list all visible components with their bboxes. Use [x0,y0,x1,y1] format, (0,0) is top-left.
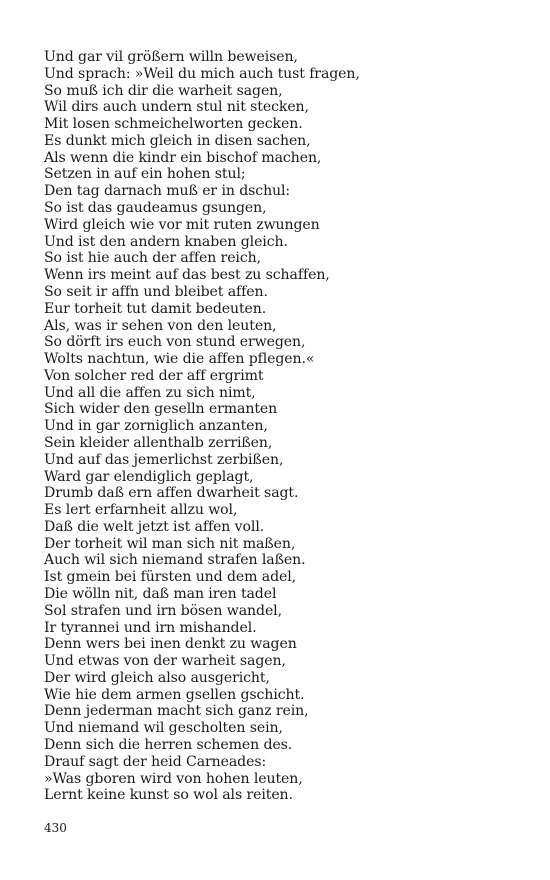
poem-line: Ir tyrannei und irn mishandel. [44,619,257,636]
poem-line: Eur torheit tut damit bedeuten. [44,300,267,317]
poem-line: Drauf sagt der heid Carneades: [44,753,267,770]
poem-line: Und gar vil größern willn beweisen, [44,49,298,65]
poem-line: Es lert erfarnheit allzu wol, [44,502,238,519]
poem-line: Setzen in auf ein hohen stul; [44,166,246,183]
poem-line: Auch wil sich niemand strafen laßen. [44,552,306,569]
poem-line: Daß die welt jetzt ist affen voll. [44,518,265,535]
poem-line: Den tag darnach muß er in dschul: [44,183,291,200]
poem-line: Wil dirs auch undern stul nit stecken, [44,99,309,116]
poem-line: Die wölln nit, daß man iren tadel [44,586,277,602]
poem-line: Wird gleich wie vor mit ruten zwungen [44,216,320,233]
poem-text [44,49,360,804]
poem-line: So seit ir affn und bleibet affen. [44,283,268,300]
poem-line: Drumb daß ern affen dwarheit sagt. [44,485,299,502]
poem-line: Wenn irs meint auf das best zu schaffen, [44,267,330,284]
poem-line: Und sprach: »Weil du mich auch tust fragen, [44,65,360,82]
poem-line: Und in gar zorniglich anzanten, [44,418,268,435]
poem-line: Denn sich die herren schemen des. [44,737,293,754]
poem-line: Der torheit wil man sich nit maßen, [44,535,296,552]
poem-line: Denn jederman macht sich ganz rein, [44,703,309,720]
poem-line: So muß ich dir die warheit sagen, [44,82,283,99]
poem-line: Und niemand wil gescholten sein, [44,720,283,737]
poem-line: »Was gboren wird von hohen leuten, [44,770,303,787]
poem-line: Wolts nachtun, wie die affen pflegen.« [44,351,315,368]
poem-line: Wie hie dem armen gsellen gschicht. [44,686,305,703]
poem-line: Lernt keine kunst so wol als reiten. [44,787,293,804]
poem-line: Als wenn die kindr ein bischof machen, [44,149,322,166]
poem-line: Sich wider den geselln ermanten [44,401,278,418]
poem-line: Und ist den andern knaben gleich. [44,233,288,250]
poem-line: Und all die affen zu sich nimt, [44,384,256,401]
poem-line: So dörft irs euch von stund erwegen, [44,334,306,351]
poem-line: Ist gmein bei fürsten und dem adel, [44,569,297,586]
poem-line: Von solcher red der aff ergrimt [44,367,264,384]
poem-line: Und auf das jemerlichst zerbißen, [44,451,284,468]
poem-line: So ist hie auch der affen reich, [44,250,261,267]
poem-line: Sein kleider allenthalb zerrißen, [44,434,273,451]
poem-line: Der wird gleich also ausgericht, [44,669,270,686]
poem-line: So ist das gaudeamus gsungen, [44,200,267,217]
poem-line: Ward gar elendiglich geplagt, [44,468,254,485]
poem-line: Als, was ir sehen von den leuten, [44,317,277,334]
poem-line: Sol strafen und irn bösen wandel, [44,602,282,619]
poem-line: Und etwas von der warheit sagen, [44,653,286,670]
poem-line: Es dunkt mich gleich in disen sachen, [44,132,311,149]
poem-line: Mit losen schmeichelworten gecken. [44,116,303,133]
poem-line: Denn wers bei inen denkt zu wagen [44,636,297,653]
page-number: 430 [44,821,67,835]
